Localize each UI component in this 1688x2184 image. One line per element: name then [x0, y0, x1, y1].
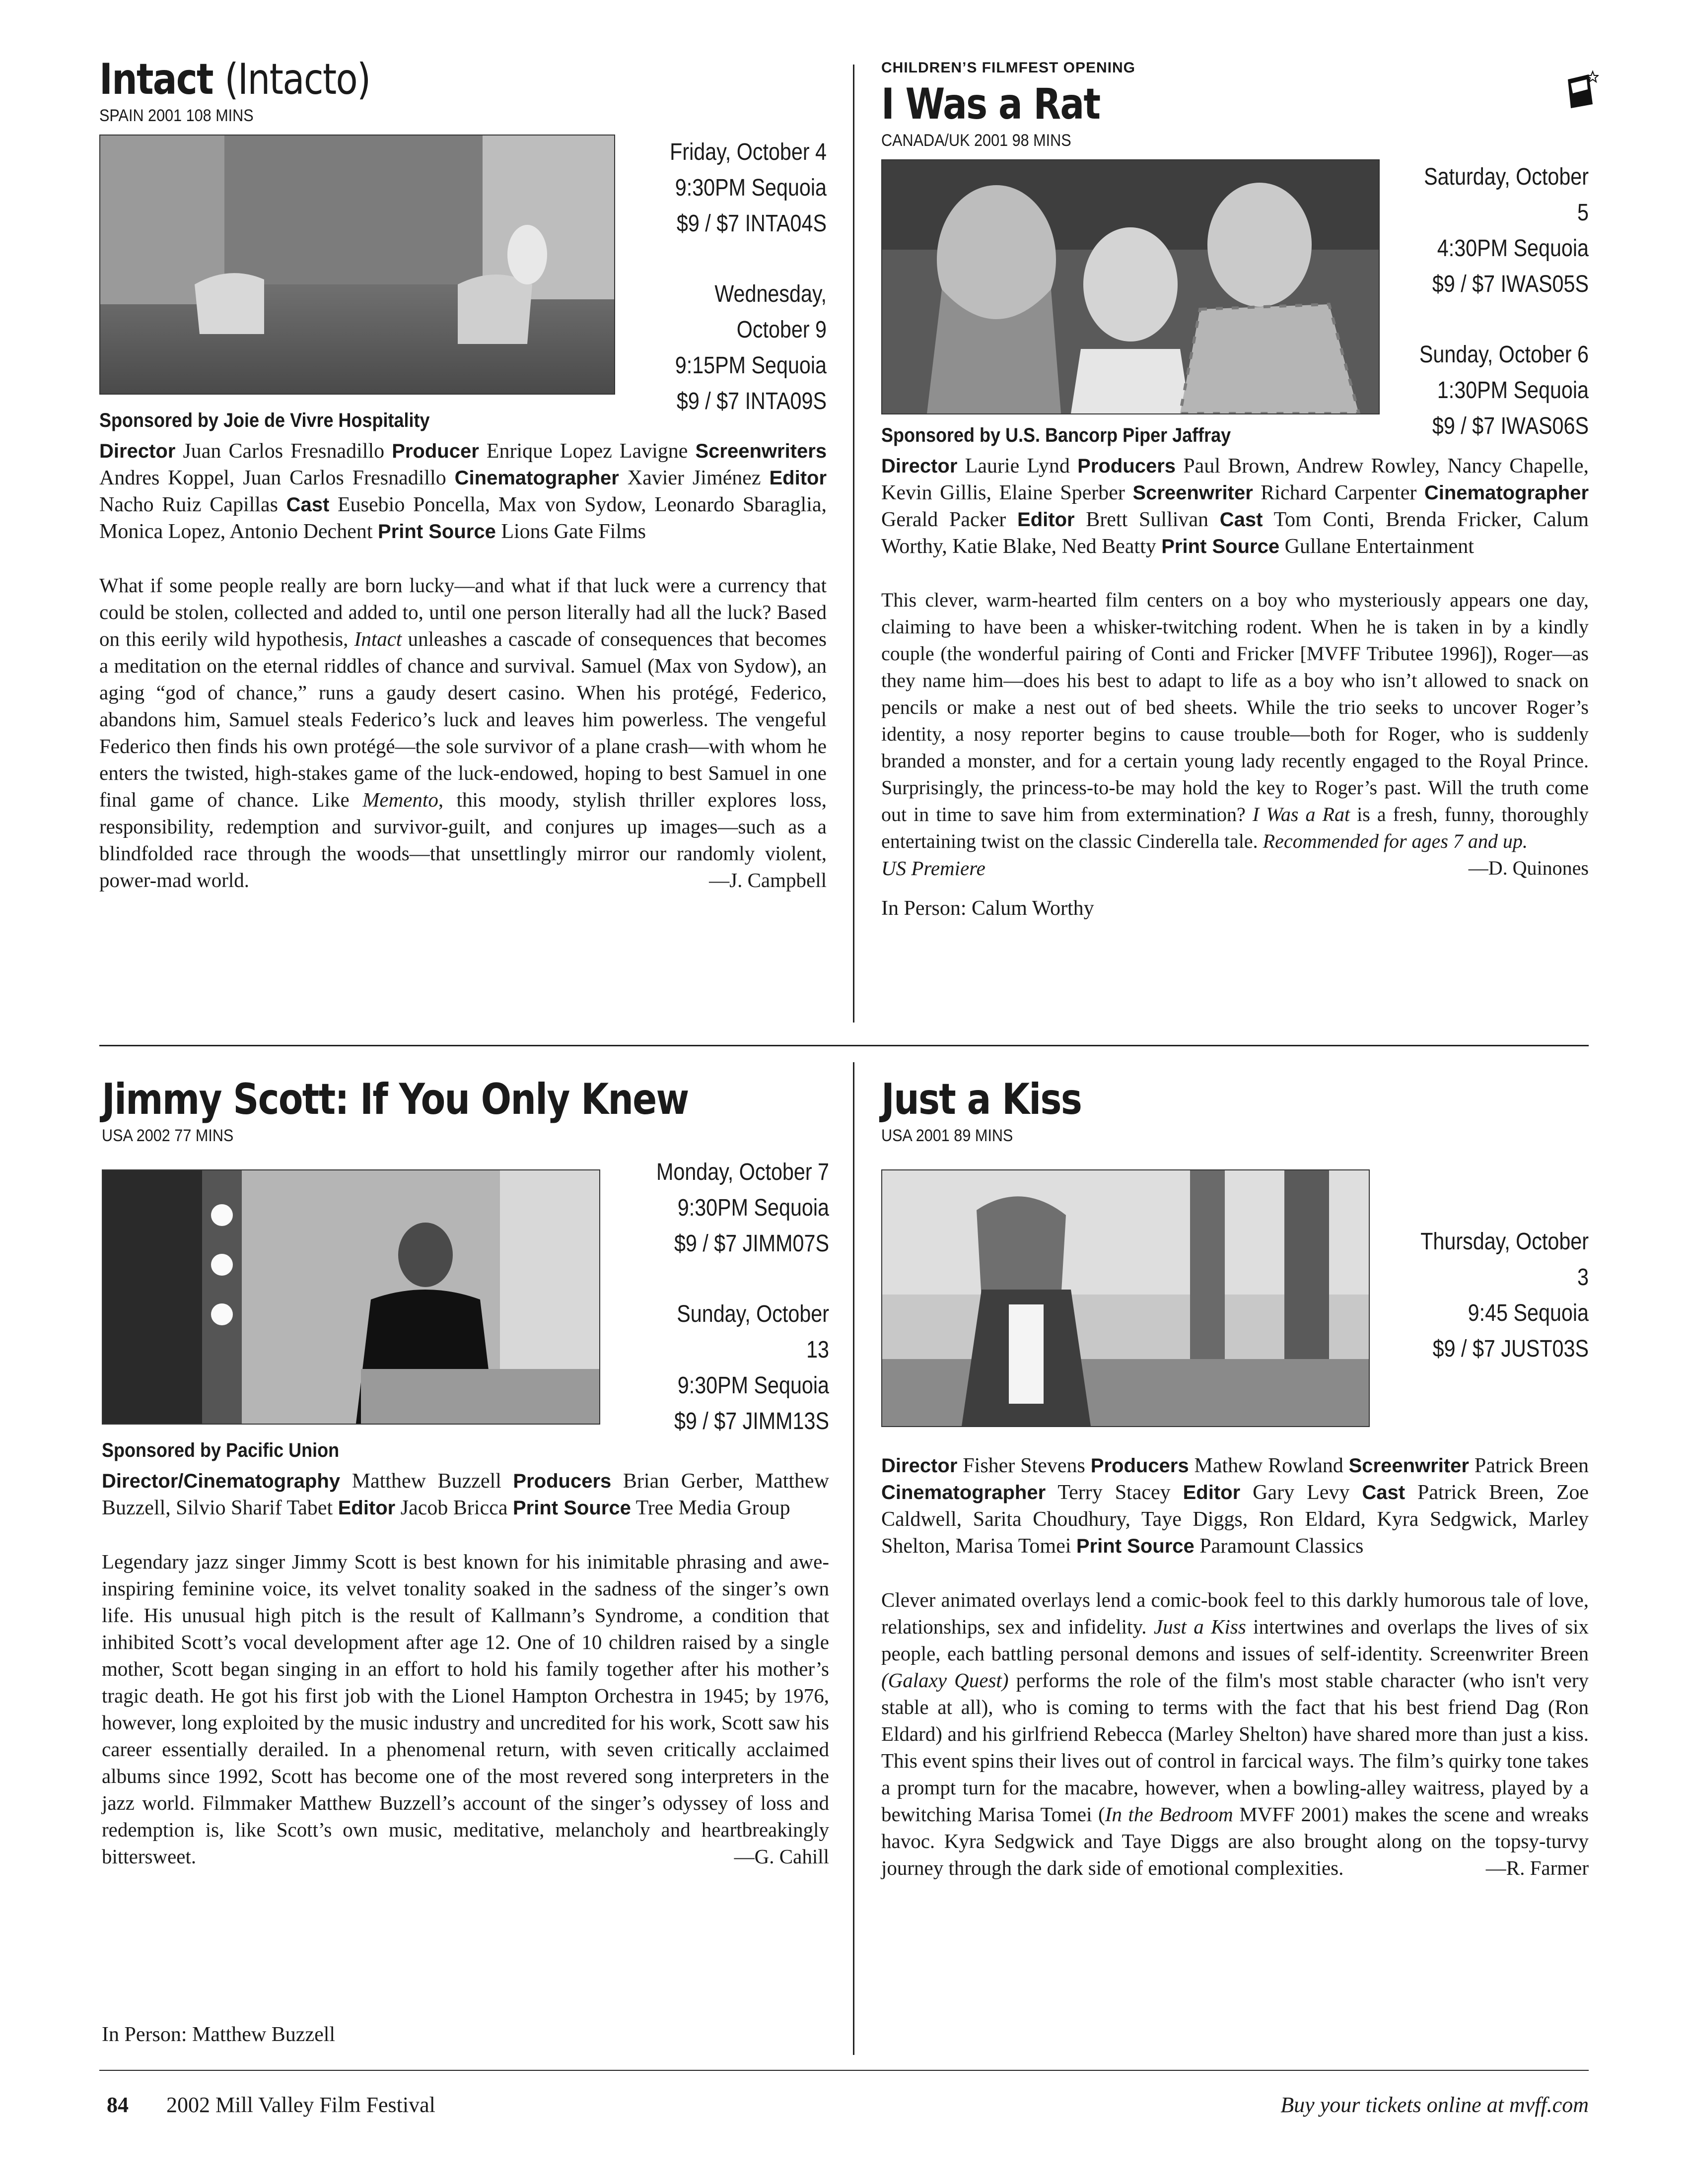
credit-names: Jacob Bricca: [400, 1497, 508, 1519]
credit-names: Andres Koppel, Juan Carlos Fresnadillo: [99, 467, 446, 489]
film-listing-just-a-kiss: [881, 1075, 1589, 1881]
credit-role: Director: [881, 1455, 958, 1477]
film-title: I Was a Rat: [881, 79, 1100, 129]
synopsis: [99, 572, 827, 893]
screening-day: Thursday, October 3: [1420, 1228, 1589, 1291]
credit-role: Editor: [1183, 1482, 1241, 1503]
credit-names: Mathew Rowland: [1194, 1454, 1343, 1477]
screening-times: [647, 135, 827, 419]
in-person-guest: In Person: Calum Worthy: [881, 897, 1094, 920]
screening-day: Friday, October 4: [670, 139, 827, 165]
screening-price: $9 / $7 IWAS05S: [1432, 271, 1589, 297]
synopsis-italic: I Was a Rat: [1252, 803, 1350, 825]
credit-names: Fisher Stevens: [963, 1454, 1085, 1477]
film-title: Jimmy Scott: If You Only Knew: [102, 1075, 689, 1124]
credit-role: Screenwriters: [695, 440, 827, 462]
synopsis-italic: Recommended for ages 7 and up.: [1263, 830, 1528, 852]
publication-name: 2002 Mill Valley Film Festival: [166, 2093, 435, 2117]
screening-price: $9 / $7 JIMM13S: [674, 1408, 829, 1434]
screening-day: Monday, October 7: [656, 1159, 829, 1185]
synopsis: [102, 1548, 829, 1870]
credit-names: Gerald Packer: [881, 508, 1006, 531]
film-listing-i-was-a-rat: [881, 60, 1589, 920]
synopsis-text: intertwines and overlaps the lives of six people, each battling personal demons and issues of self-identity. Screenwriter Breen: [881, 1615, 1589, 1665]
credit-role: Director: [881, 455, 958, 477]
credit-names: Gullane Entertainment: [1284, 535, 1474, 558]
credit-names: Tom Conti, Brenda Fricker, Calum Worthy, Katie Blake, Ned Beatty: [881, 508, 1589, 558]
credit-names: Enrique Lopez Lavigne: [486, 440, 688, 463]
credit-role: Editor: [338, 1497, 396, 1519]
synopsis-text: Legendary jazz singer Jimmy Scott is best known for his inimitable phrasing and awe-inspiring feminine voice, its velvet tonality soaked in the sadness of the singer’s own life. His unusual high pitch is the result of Kallmann’s Syndrome, a condition that inhibited Scott’s vocal development after age 12. One of 10 children raised by a single mother, Scott began singing in an effort to hold his family together after his mother’s tragic death. He got his first job with the Lionel Hampton Orchestra in 1945; by 1976, however, long exploited by the music industry and uncredited for his work, Scott saw his career essentially derailed. In a phenomenal return, with seven critically acclaimed albums since 1992, Scott has become one of the most revered song interpreters in the jazz world. Filmmaker Matthew Buzzell’s account of the singer’s odyssey of loss and redemption is, like Scott’s own music, meditative, melancholy and heartbreakingly bittersweet.: [102, 1550, 829, 1868]
synopsis: [881, 1586, 1589, 1881]
credit-names: Paramount Classics: [1199, 1535, 1364, 1558]
film-listing-jimmy-scott: [102, 1075, 830, 2046]
credit-role: Cast: [286, 494, 330, 516]
credit-names: Tree Media Group: [635, 1497, 790, 1519]
screening-price: $9 / $7 JIMM07S: [674, 1230, 829, 1257]
credit-names: Brett Sullivan: [1086, 508, 1209, 531]
credit-role: Producers: [1090, 1455, 1189, 1477]
credits: [99, 438, 827, 545]
sponsor-line: Sponsored by Joie de Vivre Hospitality: [99, 410, 430, 431]
credit-names: Richard Carpenter: [1261, 481, 1417, 504]
credit-role: Director/Cinematography: [102, 1470, 341, 1492]
screening-day: Saturday, October 5: [1424, 164, 1589, 226]
sponsor-line: Sponsored by Pacific Union: [102, 1439, 340, 1461]
screening: [647, 135, 827, 242]
credit-role: Cast: [1219, 509, 1263, 531]
screening-time: 9:15PM Sequoia: [675, 352, 827, 379]
credit-role: Cinematographer: [1424, 482, 1589, 504]
film-meta: USA 2002 77 MINS: [102, 1126, 234, 1145]
film-meta: CANADA/UK 2001 98 MINS: [881, 131, 1071, 150]
credit-names: Lions Gate Films: [501, 520, 646, 543]
synopsis-text: Clever animated overlays lend a comic-book feel to this darkly humorous tale of love, relationships, sex and infidelity.: [881, 1588, 1589, 1638]
synopsis-text: performs the role of the film's most stable character (who isn't very stable at all), who is coming to terms with the fact that his best friend Dag (Ron Eldard) and his girlfriend Rebecca (Marley Shelton) have shared more than just a kiss. This event spins their lives out of control in farcical ways. The film’s quirky tone takes a prompt turn for the macabre, however, when a bowling-alley waitress, played by a bewitching Marisa Tomei (: [881, 1669, 1589, 1826]
film-still-photo: [881, 159, 1380, 414]
sponsor-line: Sponsored by U.S. Bancorp Piper Jaffray: [881, 424, 1231, 446]
film-still-photo: [102, 1169, 600, 1425]
screening-times: [1413, 159, 1589, 444]
film-media: [881, 1155, 1589, 1433]
credit-role: Cast: [1362, 1482, 1406, 1503]
film-media: [99, 135, 827, 414]
film-still-photo: [881, 1169, 1370, 1427]
credit-role: Producers: [513, 1470, 612, 1492]
synopsis-italic: Intact: [354, 627, 402, 650]
screening-time: 9:30PM Sequoia: [677, 1195, 829, 1221]
in-person-guest: In Person: Matthew Buzzell: [102, 2023, 336, 2046]
credit-role: Print Source: [512, 1497, 631, 1519]
reviewer: —D. Quinones: [1468, 857, 1589, 879]
synopsis-text: is a fresh, funny, thoroughly entertaining twist on the classic Cinderella tale.: [881, 803, 1589, 852]
credits: [881, 453, 1589, 560]
credit-role: Producer: [392, 440, 479, 462]
credit-role: Screenwriter: [1132, 482, 1253, 504]
screening-price: $9 / $7 JUST03S: [1432, 1336, 1589, 1362]
credit-role: Print Source: [378, 521, 496, 543]
synopsis-italic: (Galaxy Quest): [881, 1669, 1009, 1692]
screening-day: Wednesday, October 9: [714, 281, 827, 343]
credits: [102, 1468, 829, 1521]
film-title: Intact (Intacto): [99, 55, 370, 104]
credit-names: Brian Gerber, Matthew Buzzell, Silvio Sharif Tabet: [102, 1470, 830, 1519]
column-divider-top: [853, 65, 854, 1023]
credit-names: Eusebio Poncella, Max von Sydow, Leonardo Sbaraglia, Monica Lopez, Antonio Dechent: [99, 493, 827, 543]
film-meta: SPAIN 2001 108 MINS: [99, 106, 254, 125]
credit-names: Patrick Breen, Zoe Caldwell, Sarita Choudhury, Taye Diggs, Ron Eldard, Kyra Sedgwick, Marley Shelton, Marisa Tomei: [881, 1481, 1589, 1558]
credits: [881, 1452, 1589, 1560]
credit-names: Matthew Buzzell: [352, 1470, 501, 1493]
credit-names: Laurie Lynd: [965, 455, 1070, 478]
reviewer: —G. Cahill: [734, 1845, 829, 1868]
synopsis-text: What if some people really are born lucky—and what if that luck were a currency that could be stolen, collected and added to, until one person literally had all the luck? Based on this eerily wild hypothesis,: [99, 574, 827, 650]
credit-names: Paul Brown, Andrew Rowley, Nancy Chapelle, Kevin Gillis, Elaine Sperber: [881, 455, 1589, 504]
credit-names: Juan Carlos Fresnadillo: [183, 440, 385, 463]
synopsis-text: This clever, warm-hearted film centers on a boy who mysteriously appears one day, claiming to have been a whisker-twitching rodent. When he is taken in by a kindly couple (the wonderful pairing of Conti and Fricker [MVFF Tributee 1996]), Roger—as they name him—does his best to adapt to life as a boy who isn’t allowed to snack on pencils or make a nest out of bed sheets. While the trio seeks to uncover Roger’s identity, a nosy reporter begins to cause trouble—both for Roger, who is suddenly branded a monster, and for a certain young lady recently engaged to the Royal Prince. Surprisingly, the princess-to-be may hold the key to Roger’s past. Will the truth come out in time to save him from extermination?: [881, 589, 1589, 825]
credit-names: Xavier Jiménez: [627, 467, 761, 489]
synopsis-text: , this moody, stylish thriller explores loss, responsibility, redemption and survivor-guilt, and conjures up images—such as a blindfolded race through the woods—that unsettlingly mirror our randomly violent, power-mad world.: [99, 788, 827, 891]
film-alt-title: (Intacto): [224, 55, 370, 104]
screening-times: [650, 1155, 829, 1439]
film-listing-intact: [99, 55, 827, 893]
screening: [1409, 1224, 1589, 1367]
footer-rule: [99, 2070, 1589, 2071]
credit-role: Print Source: [1076, 1535, 1195, 1557]
screening-day: Sunday, October 6: [1419, 341, 1589, 368]
credit-role: Director: [99, 440, 176, 462]
screening-day: Sunday, October 13: [677, 1301, 829, 1363]
screening-price: $9 / $7 INTA04S: [676, 210, 827, 237]
credit-names: Nacho Ruiz Capillas: [99, 493, 278, 516]
row-divider: [99, 1045, 1589, 1046]
screening: [650, 1155, 829, 1262]
credit-role: Editor: [1017, 509, 1075, 531]
film-still-photo: [99, 135, 615, 395]
credit-names: Gary Levy: [1253, 1481, 1350, 1504]
screening-time: 1:30PM Sequoia: [1437, 377, 1589, 404]
synopsis-text: unleashes a cascade of consequences that becomes a meditation on the eternal riddles of chance and survival. Samuel (Max von Sydow), an aging “god of chance,” runs a gaudy desert casino. When his protégé, Federico, abandons him, Samuel steals Federico’s luck and leaves him powerless. The vengeful Federico then finds his own protégé—the sole survivor of a plane crash—with whom he enters the twisted, high-stakes game of the luck-endowed, hoping to best Samuel in one final game of chance. Like: [99, 627, 827, 811]
screening: [647, 276, 827, 419]
screening: [1413, 159, 1589, 302]
screening-time: 9:30PM Sequoia: [677, 1372, 829, 1399]
credit-names: Patrick Breen: [1474, 1454, 1589, 1477]
column-divider-bottom: [853, 1062, 854, 2055]
screening-time: 4:30PM Sequoia: [1437, 235, 1589, 262]
page-number: 84: [107, 2093, 129, 2117]
credit-role: Screenwriter: [1348, 1455, 1469, 1477]
reviewer: —R. Farmer: [1485, 1856, 1589, 1879]
screening-times: [1409, 1224, 1589, 1367]
screening-price: $9 / $7 INTA09S: [676, 388, 827, 414]
film-title: Just a Kiss: [881, 1075, 1082, 1124]
screening-price: $9 / $7 IWAS06S: [1432, 413, 1589, 439]
synopsis-italic: Memento: [362, 788, 438, 811]
credit-names: Terry Stacey: [1057, 1481, 1171, 1504]
section-kicker: CHILDREN’S FILMFEST OPENING: [881, 60, 1136, 76]
screening: [650, 1297, 829, 1439]
synopsis-text: MVFF 2001) makes the scene and wreaks havoc. Kyra Sedgwick and Taye Diggs are also brought along on the topsy-turvy journey through the dark side of emotional complexities.: [881, 1803, 1589, 1879]
film-meta: USA 2001 89 MINS: [881, 1126, 1013, 1145]
credit-role: Print Source: [1161, 536, 1280, 557]
ticket-tagline: Buy your tickets online at mvff.com: [1280, 2093, 1589, 2117]
synopsis-italic: Just a Kiss: [1153, 1615, 1246, 1638]
synopsis-italic: In the Bedroom: [1105, 1803, 1233, 1826]
credit-role: Editor: [769, 467, 827, 489]
film-media: [102, 1155, 829, 1433]
reviewer: —J. Campbell: [709, 869, 827, 891]
credit-role: Cinematographer: [881, 1482, 1046, 1503]
screening-time: 9:45 Sequoia: [1468, 1300, 1589, 1326]
credit-role: Producers: [1077, 455, 1176, 477]
screening-time: 9:30PM Sequoia: [675, 175, 827, 201]
premiere-note: US Premiere: [881, 857, 985, 880]
credit-role: Cinematographer: [454, 467, 619, 489]
